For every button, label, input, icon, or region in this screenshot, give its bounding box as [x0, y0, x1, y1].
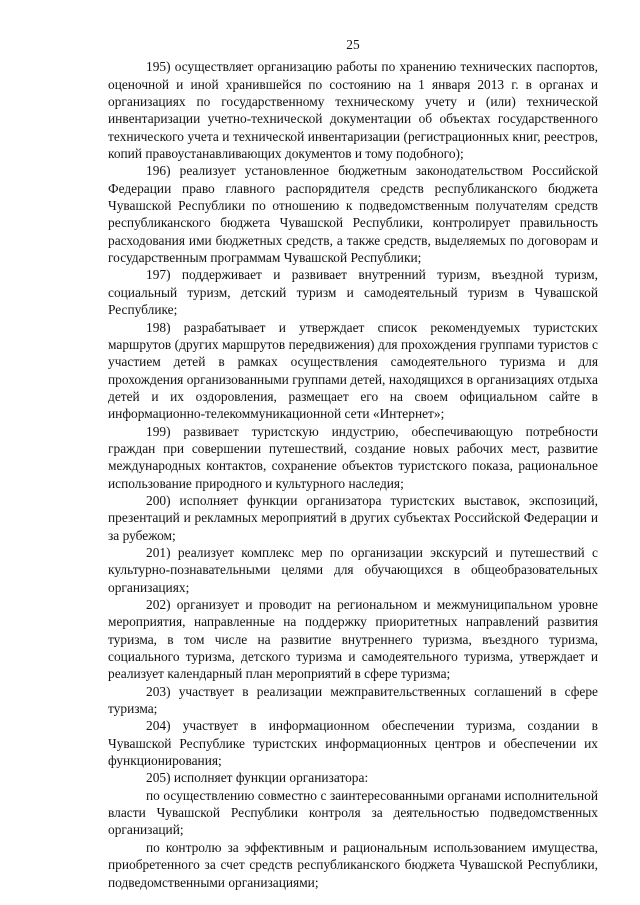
page-number: 25 [346, 37, 360, 52]
paragraph-203: 203) участвует в реализации межправительственных соглашений в сфере туризма; [108, 683, 598, 717]
paragraph-196: 196) реализует установленное бюджетным законодательством Российской Федерации право главного распорядителя средств республиканского бюджета Чувашской Республики по отношению к подведомственным получателям средств республиканского бюджета Чувашской Республики, контролирует правильность расходования ими бюджетных средств, а также средств, выделяемых по договорам и государственным программам Чувашской Республики; [108, 163, 598, 266]
paragraph-202: 202) организует и проводит на региональном и межмуниципальном уровне мероприятия, направленные на поддержку приоритетных направлений развития туризма, в том числе на развитие внутреннего туризма, въездного туризма, социального туризма, детского туризма и самодеятельного туризма, утверждает и реализует календарный план мероприятий в сфере туризма; [108, 597, 598, 682]
paragraph-201: 201) реализует комплекс мер по организации экскурсий и путешествий с культурно-познавательными целями для обучающихся в общеобразовательных организациях; [108, 544, 598, 595]
paragraph-205-item-2: по контролю за эффективным и рациональным использованием имущества, приобретенного за счет средств республиканского бюджета Чувашской Республики, подведомственными организациями; [108, 839, 598, 890]
paragraph-205: 205) исполняет функции организатора: [146, 770, 369, 786]
paragraph-204: 204) участвует в информационном обеспечении туризма, создании в Чувашской Республике туристских информационных центров и обеспечении их функционирования; [108, 718, 598, 769]
paragraph-197: 197) поддерживает и развивает внутренний туризм, въездной туризм, социальный туризм, детский туризм и самодеятельный туризм в Чувашской Республике; [108, 267, 598, 318]
paragraph-205-item-1: по осуществлению совместно с заинтересованными органами исполнительной власти Чувашской Республики контроля за деятельностью подведомственных организаций; [108, 787, 598, 838]
paragraph-200: 200) исполняет функции организатора туристских выставок, экспозиций, презентаций и рекламных мероприятий в других субъектах Российской Федерации и за рубежом; [108, 492, 598, 543]
paragraph-198: 198) разрабатывает и утверждает список рекомендуемых туристских маршрутов (других маршрутов передвижения) для прохождения группами туристов с участием детей в рамках осуществления самодеятельного туризма и для прохождения организованными группами детей, находящихся в организациях отдыха детей и их оздоровления, размещает его на своем официальном сайте в информационно-телекоммуникационной сети «Интернет»; [108, 319, 598, 422]
paragraph-195: 195) осуществляет организацию работы по хранению технических паспортов, оценочной и иной хранившейся по состоянию на 1 января 2013 г. в органах и организациях по государственному техническому учету и (или) технической инвентаризации учетно-технической документации об объектах государственного технического учета и технической инвентаризации (регистрационных книг, реестров, копий правоустанавливающих документов и тому подобного); [108, 59, 598, 162]
document-page [108, 36, 598, 891]
paragraph-199: 199) развивает туристскую индустрию, обеспечивающую потребности граждан при совершении путешествий, создание новых рабочих мест, развитие международных контактов, сохранение объектов туристского показа, рациональное использование природного и культурного наследия; [108, 423, 598, 491]
